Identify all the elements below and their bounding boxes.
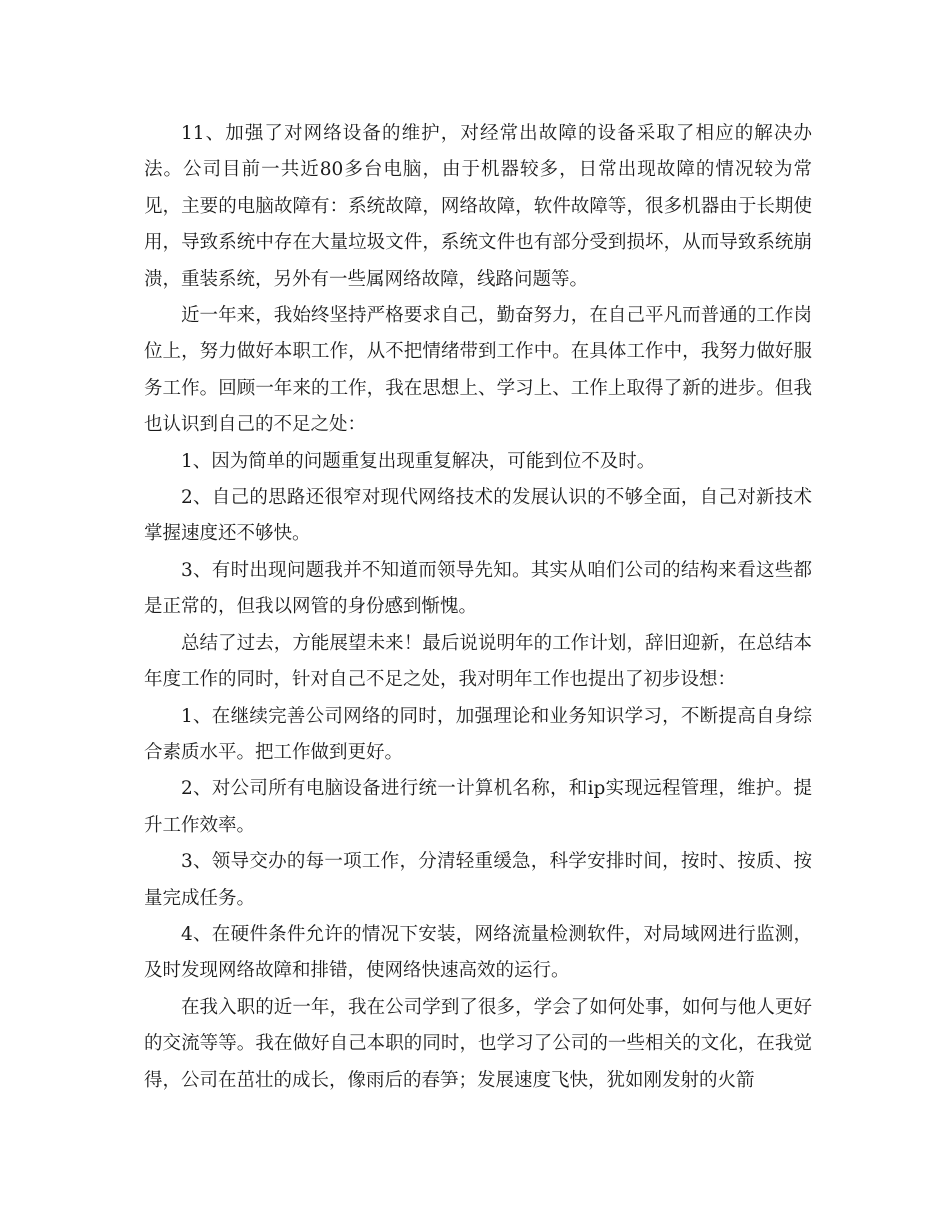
paragraph-closing: 在我入职的近一年，我在公司学到了很多，学会了如何处事，如何与他人更好的交流等等。我在做好自己本职的同时，也学习了公司的一些相关的文化，在我觉得，公司在茁壮的成长，像雨后的春笋；发展速度飞快，犹如刚发射的火箭 bbox=[144, 996, 812, 1091]
paragraph-shortcoming-3: 3、有时出现问题我并不知道而领导先知。其实从咱们公司的结构来看这些都是正常的，但我以网管的身份感到惭愧。 bbox=[144, 559, 812, 618]
paragraph-plan-3: 3、领导交办的每一项工作，分清轻重缓急，科学安排时间，按时、按质、按量完成任务。 bbox=[144, 851, 812, 909]
paragraph-plan-2: 2、对公司所有电脑设备进行统一计算机名称，和ip实现远程管理，维护。提升工作效率。 bbox=[144, 778, 812, 836]
paragraph-shortcoming-2: 2、自己的思路还很窄对现代网络技术的发展认识的不够全面，自己对新技术掌握速度还不够快。 bbox=[144, 487, 812, 545]
paragraph-self-review: 近一年来，我始终坚持严格要求自己，勤奋努力，在自己平凡而普通的工作岗位上，努力做好本职工作，从不把情绪带到工作中。在具体工作中，我努力做好服务工作。回顾一年来的工作，我在思想上、学习上、工作上取得了新的进步。但我也认识到自己的不足之处： bbox=[144, 305, 812, 436]
paragraph-plan-4: 4、在硬件条件允许的情况下安装，网络流量检测软件，对局域网进行监测，及时发现网络故障和排错，使网络快速高效的运行。 bbox=[144, 923, 812, 982]
paragraph-plan-1: 1、在继续完善公司网络的同时，加强理论和业务知识学习，不断提高自身综合素质水平。把工作做到更好。 bbox=[144, 705, 812, 763]
document-body bbox=[144, 116, 812, 1099]
paragraph-maintenance: 11、加强了对网络设备的维护，对经常出故障的设备采取了相应的解决办法。公司目前一共近80多台电脑，由于机器较多，日常出现故障的情况较为常见，主要的电脑故障有：系统故障，网络故障，软件故障等，很多机器由于长期使用，导致系统中存在大量垃圾文件，系统文件也有部分受到损坏，从而导致系统崩溃，重装系统，另外有一些属网络故障，线路问题等。 bbox=[144, 123, 812, 290]
paragraph-shortcoming-1: 1、因为简单的问题重复出现重复解决，可能到位不及时。 bbox=[181, 450, 656, 472]
paragraph-plan-intro: 总结了过去，方能展望未来！最后说说明年的工作计划，辞旧迎新，在总结本年度工作的同时，针对自己不足之处，我对明年工作也提出了初步设想： bbox=[144, 632, 812, 691]
